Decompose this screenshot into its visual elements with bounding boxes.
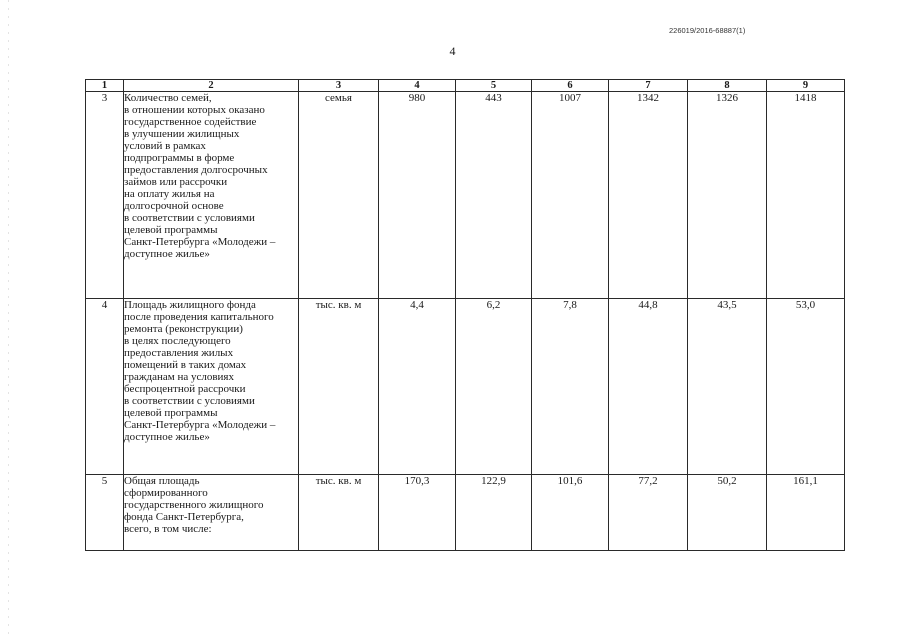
indicator-name-line: в соответствии с условиями bbox=[124, 395, 255, 407]
indicator-name-line: Количество семей, bbox=[124, 92, 212, 104]
indicator-name-line: целевой программы bbox=[124, 224, 218, 236]
column-header: 4 bbox=[379, 80, 456, 92]
page-number: 4 bbox=[449, 44, 456, 58]
value-cell: 980 bbox=[379, 92, 456, 299]
indicator-name-line: доступное жилье» bbox=[124, 248, 210, 260]
unit-cell: тыс. кв. м bbox=[299, 475, 379, 551]
row-number: 3 bbox=[86, 92, 124, 299]
value-cell: 122,9 bbox=[456, 475, 532, 551]
indicator-name-line: Площадь жилищного фонда bbox=[124, 299, 256, 311]
indicator-name-line: целевой программы bbox=[124, 407, 218, 419]
value-cell: 44,8 bbox=[609, 299, 688, 475]
indicator-name bbox=[124, 299, 299, 475]
row-number: 5 bbox=[86, 475, 124, 551]
column-header: 1 bbox=[86, 80, 124, 92]
unit-cell: семья bbox=[299, 92, 379, 299]
column-header: 6 bbox=[532, 80, 609, 92]
indicator-name-line: помещений в таких домах bbox=[124, 359, 247, 371]
table-row bbox=[86, 92, 845, 299]
value-cell: 1418 bbox=[767, 92, 845, 299]
indicator-name-line: в целях последующего bbox=[124, 335, 231, 347]
indicator-name-line: в улучшении жилищных bbox=[124, 128, 240, 140]
column-header: 7 bbox=[609, 80, 688, 92]
header-row bbox=[86, 80, 845, 92]
indicator-name bbox=[124, 92, 299, 299]
column-header: 5 bbox=[456, 80, 532, 92]
value-cell: 50,2 bbox=[688, 475, 767, 551]
value-cell: 4,4 bbox=[379, 299, 456, 475]
column-header: 3 bbox=[299, 80, 379, 92]
indicator-name-line: в отношении которых оказано bbox=[124, 104, 265, 116]
indicator-name-line: предоставления долгосрочных bbox=[124, 164, 268, 176]
value-cell: 43,5 bbox=[688, 299, 767, 475]
scan-edge-marks bbox=[8, 0, 9, 640]
indicator-name-line: доступное жилье» bbox=[124, 431, 210, 443]
document-id: 226019/2016-68887(1) bbox=[669, 26, 746, 35]
indicator-name-line: беспроцентной рассрочки bbox=[124, 383, 246, 395]
value-cell: 170,3 bbox=[379, 475, 456, 551]
indicator-name-line: гражданам на условиях bbox=[124, 371, 234, 383]
indicator-name-line: Санкт-Петербурга «Молодежи – bbox=[124, 419, 276, 431]
value-cell: 1326 bbox=[688, 92, 767, 299]
row-number: 4 bbox=[86, 299, 124, 475]
value-cell: 1007 bbox=[532, 92, 609, 299]
value-cell: 6,2 bbox=[456, 299, 532, 475]
indicator-name-line: государственного жилищного bbox=[124, 499, 264, 511]
table-row bbox=[86, 299, 845, 475]
indicator-name-line: всего, в том числе: bbox=[124, 523, 212, 535]
value-cell: 7,8 bbox=[532, 299, 609, 475]
indicator-name-line: на оплату жилья на bbox=[124, 188, 215, 200]
column-header: 8 bbox=[688, 80, 767, 92]
indicator-name-line: в соответствии с условиями bbox=[124, 212, 255, 224]
indicator-name-line: долгосрочной основе bbox=[124, 200, 224, 212]
column-header: 9 bbox=[767, 80, 845, 92]
indicator-name-line: подпрограммы в форме bbox=[124, 152, 235, 164]
value-cell: 1342 bbox=[609, 92, 688, 299]
value-cell: 161,1 bbox=[767, 475, 845, 551]
value-cell: 77,2 bbox=[609, 475, 688, 551]
indicator-name-line: сформированного bbox=[124, 487, 208, 499]
value-cell: 443 bbox=[456, 92, 532, 299]
value-cell: 101,6 bbox=[532, 475, 609, 551]
indicator-name-line: ремонта (реконструкции) bbox=[124, 323, 243, 335]
indicator-name-line: Общая площадь bbox=[124, 475, 200, 487]
indicator-name-line: предоставления жилых bbox=[124, 347, 234, 359]
value-cell: 53,0 bbox=[767, 299, 845, 475]
table-row bbox=[86, 475, 845, 551]
indicator-name-line: условий в рамках bbox=[124, 140, 206, 152]
indicators-table bbox=[85, 79, 845, 551]
indicator-name-line: государственное содействие bbox=[124, 116, 257, 128]
indicator-name bbox=[124, 475, 299, 551]
indicator-name-line: фонда Санкт-Петербурга, bbox=[124, 511, 244, 523]
indicator-name-line: займов или рассрочки bbox=[124, 176, 228, 188]
indicator-name-line: после проведения капитального bbox=[124, 311, 274, 323]
unit-cell: тыс. кв. м bbox=[299, 299, 379, 475]
indicator-name-line: Санкт-Петербурга «Молодежи – bbox=[124, 236, 276, 248]
column-header: 2 bbox=[124, 80, 299, 92]
